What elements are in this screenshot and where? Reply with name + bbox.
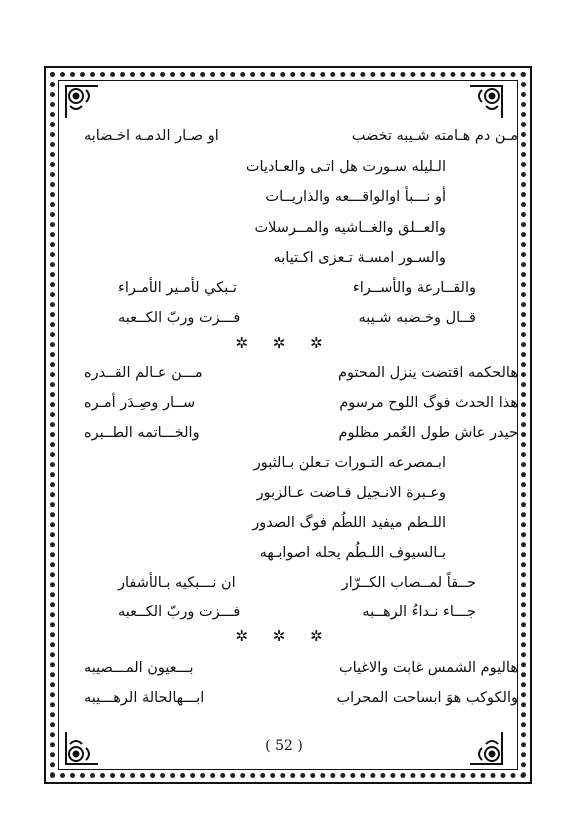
poem-line <box>74 690 518 716</box>
poem-line <box>74 575 518 601</box>
verse-line: اللـطم ميفيد اللطُم فوگ الصدور <box>252 515 446 531</box>
floral-corner-icon <box>466 82 506 122</box>
hemistich-left: او صـار الدمـه اخـضابه <box>84 128 219 144</box>
poem-line <box>74 515 518 541</box>
hemistich-left: مـــن عـالم القــدره <box>84 365 203 381</box>
poem-line <box>74 189 518 215</box>
floral-corner-icon <box>62 82 102 122</box>
poem-line <box>74 250 518 276</box>
hemistich-right: جـــاء نـداءُ الرهــبه <box>362 604 476 620</box>
hemistich-right: هذا الحدث فوگ اللوح مرسوم <box>339 395 518 411</box>
hemistich-right: حــقاً لمــصاب الكــرّار <box>341 575 476 591</box>
section-divider-stars: ✲ ✲ ✲ <box>235 627 333 645</box>
poem-line <box>74 395 518 421</box>
poem-line <box>74 280 518 306</box>
page-number: ( 52 ) <box>265 738 303 754</box>
poem-line <box>74 545 518 571</box>
hemistich-right: هاليوم الشمس غابت والاغياب <box>338 660 518 676</box>
poem-line <box>74 128 518 154</box>
poem-line <box>74 310 518 336</box>
hemistich-left: ان نـــبكيه بـالأشفار <box>118 575 236 591</box>
poem-line <box>74 455 518 481</box>
verse-line: الـليله سـورت هل اتـى والعـاديات <box>245 159 446 175</box>
verse-line: بـالسيوف اللـطُم يحله اصوابـهه <box>259 545 446 561</box>
hemistich-left: فـــزت وربّ الكــعبه <box>118 310 241 326</box>
verse-line: ابـمصرعه التـورات تـعلن بـالثبور <box>253 455 446 471</box>
verse-line: وعـبرة الانـجيل فـاضت عـالزبور <box>256 485 446 501</box>
hemistich-right: والقــارعة والأســراء <box>352 280 476 296</box>
hemistich-right: قــال وخـضبه شـيبه <box>358 310 476 326</box>
hemistich-right: حيدر عاش طول العُمر مظلوم <box>338 425 518 441</box>
verse-line: أو نـــبأ اوالواقـــعه والذاريــات <box>265 189 446 205</box>
hemistich-right: هالحكمه اقتضت ينزل المحتوم <box>338 365 518 381</box>
hemistich-left: ســار وصِـدَر أمـره <box>84 395 196 411</box>
verse-line: والسـور امسـة تـعزى اكـتيابه <box>273 250 446 266</box>
poem-line <box>74 159 518 185</box>
poem-line <box>74 220 518 246</box>
poem-line <box>74 660 518 686</box>
hemistich-left: والخـــاتمه الطــبره <box>84 425 200 441</box>
hemistich-right: والكوكب هوَ ابساحت المحراب <box>336 690 518 706</box>
hemistich-left: تـبكي لأمـير الأمـراء <box>118 280 237 296</box>
poem-line <box>74 485 518 511</box>
poem-line <box>74 425 518 451</box>
verse-line: والعــلق والغــاشيه والمــرسلات <box>254 220 446 236</box>
hemistich-left: ابـــهالحالة الرهـــيبه <box>84 690 205 706</box>
hemistich-left: فـــزت وربّ الكــعبه <box>118 604 241 620</box>
hemistich-left: بـــعيون المـــصيبه <box>84 660 194 676</box>
poem-line <box>74 365 518 391</box>
hemistich-right: مـن دم هـامته شـيبه تخضب <box>351 128 518 144</box>
section-divider-stars: ✲ ✲ ✲ <box>235 334 333 352</box>
